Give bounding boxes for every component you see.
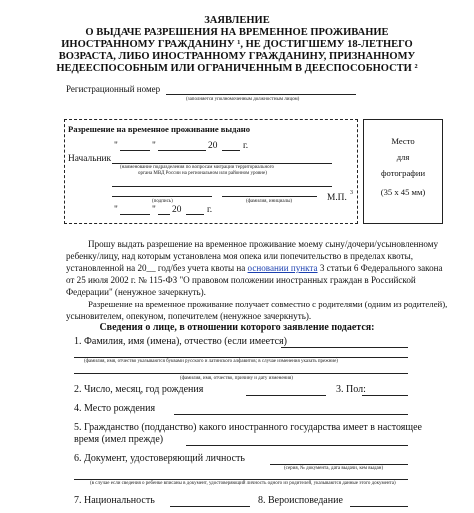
form-title-line3: ИНОСТРАННОМУ ГРАЖДАНИНУ ¹, НЕ ДОСТИГШЕМУ 18-ЛЕТНЕГО xyxy=(61,39,413,50)
chief-field[interactable] xyxy=(112,163,332,164)
section-title: Сведения о лице, в отношении которого заявление подается: xyxy=(99,322,375,333)
permit-date-open-quote: " xyxy=(114,141,118,151)
signature-field[interactable] xyxy=(112,196,212,197)
issue-month-field[interactable] xyxy=(158,214,170,215)
stamp-footnote: 3 xyxy=(350,190,353,196)
nationality-input[interactable] xyxy=(170,506,250,507)
request-line-3a: установленной на 20__ год/без учета квоты на xyxy=(66,263,248,273)
request-line-4: от 25 июля 2002 г. № 115-ФЗ "О правовом положении иностранных граждан в Российской xyxy=(66,275,416,285)
photo-label-4: (35 x 45 мм) xyxy=(380,187,426,197)
request-line-1: Прошу выдать разрешение на временное проживание моему сыну/дочери/усыновленному xyxy=(88,239,439,249)
issue-year-suffix: г. xyxy=(207,205,213,215)
birthplace-input[interactable] xyxy=(174,414,408,415)
law-link[interactable]: основании пункта xyxy=(247,263,318,273)
field-3-label: 3. Пол: xyxy=(336,384,366,395)
field-7-label: 7. Национальность xyxy=(74,495,155,506)
field-4-label: 4. Место рождения xyxy=(74,403,156,414)
gender-input[interactable] xyxy=(362,395,408,396)
request-line-2: ребенку/лицу, над которым установлена моя опека или попечительство в пределах квоты, xyxy=(66,251,413,261)
permit-date-close-quote: " xyxy=(152,141,156,151)
joint-line-2: усыновителем, опекуном, попечителем (ненужное зачеркнуть). xyxy=(66,311,312,321)
field-5-label-2: время (имел прежде) xyxy=(74,434,164,445)
registration-line[interactable] xyxy=(166,94,356,95)
fio-note: (фамилия, инициалы) xyxy=(246,199,293,204)
form-title: ЗАЯВЛЕНИЕ xyxy=(204,15,270,26)
permit-day-field[interactable] xyxy=(120,150,150,151)
permit-year-field[interactable] xyxy=(222,150,240,151)
field-1-label: 1. Фамилия, имя (имена), отчество (если имеется) xyxy=(74,336,287,347)
chief-label: Начальник xyxy=(68,154,112,164)
religion-input[interactable] xyxy=(350,506,408,507)
signature-note: (подпись) xyxy=(152,199,173,204)
form-title-line4: ВОЗРАСТА, ЛИБО ИНОСТРАННОМУ ГРАЖДАНИНУ, ПРИЗНАННОМУ xyxy=(58,51,416,62)
form-title-line5: НЕДЕЕСПОСОБНЫМ ИЛИ ОГРАНИЧЕННЫМ В ДЕЕСПОСОБНОСТИ ² xyxy=(56,63,418,74)
request-line-3 xyxy=(66,263,443,274)
fio-field[interactable] xyxy=(222,196,317,197)
permit-year: 20 xyxy=(208,141,218,151)
field-1-input-3[interactable] xyxy=(74,373,408,374)
field-1-input[interactable] xyxy=(281,347,408,348)
field-6-label: 6. Документ, удостоверяющий личность xyxy=(74,453,245,464)
chief-field-2[interactable] xyxy=(112,186,332,187)
registration-label: Регистрационный номер xyxy=(66,84,161,94)
field-8-label: 8. Вероисповедание xyxy=(258,495,343,506)
request-line-5: Федерации" (ненужное зачеркнуть). xyxy=(66,287,206,297)
field-1-note-2: (фамилия, имя, отчество, причину и дату изменения) xyxy=(180,376,293,381)
permit-title: Разрешение на временное проживание выдано xyxy=(68,124,251,134)
field-5-label-1: 5. Гражданство (подданство) какого иностранного государства имеет в настоящее xyxy=(74,422,422,433)
stamp-label: М.П. xyxy=(327,193,347,203)
issue-year-field[interactable] xyxy=(186,214,204,215)
field-1-input-2[interactable] xyxy=(74,357,408,358)
registration-note: (заполняется уполномоченным должностным лицом) xyxy=(186,97,300,102)
chief-note-2: органа МВД России на региональном или районном уровне) xyxy=(138,171,267,176)
chief-note-1: (наименование подразделения по вопросам миграции территориального xyxy=(120,165,275,170)
field-6-note-2: (в случае если сведения о ребенке вписаны в документ, удостоверяющий личность одного из родителей, указываются данные этого документа) xyxy=(90,481,396,486)
citizenship-input[interactable] xyxy=(186,445,408,446)
request-line-3b: 3 статьи 6 Федерального закона xyxy=(317,263,443,273)
field-6-note: (серия, № документа, дата выдачи, кем выдан) xyxy=(284,466,384,471)
field-2-label: 2. Число, месяц, год рождения xyxy=(74,384,204,395)
permit-year-suffix: г. xyxy=(243,141,249,151)
id-document-input[interactable] xyxy=(270,464,408,465)
issue-date-close-quote: " xyxy=(152,205,156,215)
field-1-note: (фамилия, имя, отчество указываются буквами русского и латинского алфавитов; в случае изменения указать прежние) xyxy=(84,359,338,364)
photo-label-3: фотографии xyxy=(380,168,426,178)
issue-date-open-quote: " xyxy=(114,205,118,215)
joint-line-1: Разрешение на временное проживание получает совместно с родителями (одним из родителей), xyxy=(88,299,448,309)
issue-day-field[interactable] xyxy=(120,214,150,215)
permit-month-field[interactable] xyxy=(158,150,206,151)
form-title-line2: О ВЫДАЧЕ РАЗРЕШЕНИЯ НА ВРЕМЕННОЕ ПРОЖИВАНИЕ xyxy=(85,27,389,38)
photo-label-2: для xyxy=(396,152,410,162)
id-document-input-2[interactable] xyxy=(74,479,408,480)
birth-date-input[interactable] xyxy=(246,395,326,396)
issue-year: 20 xyxy=(172,205,182,215)
photo-label-1: Место xyxy=(391,136,415,146)
